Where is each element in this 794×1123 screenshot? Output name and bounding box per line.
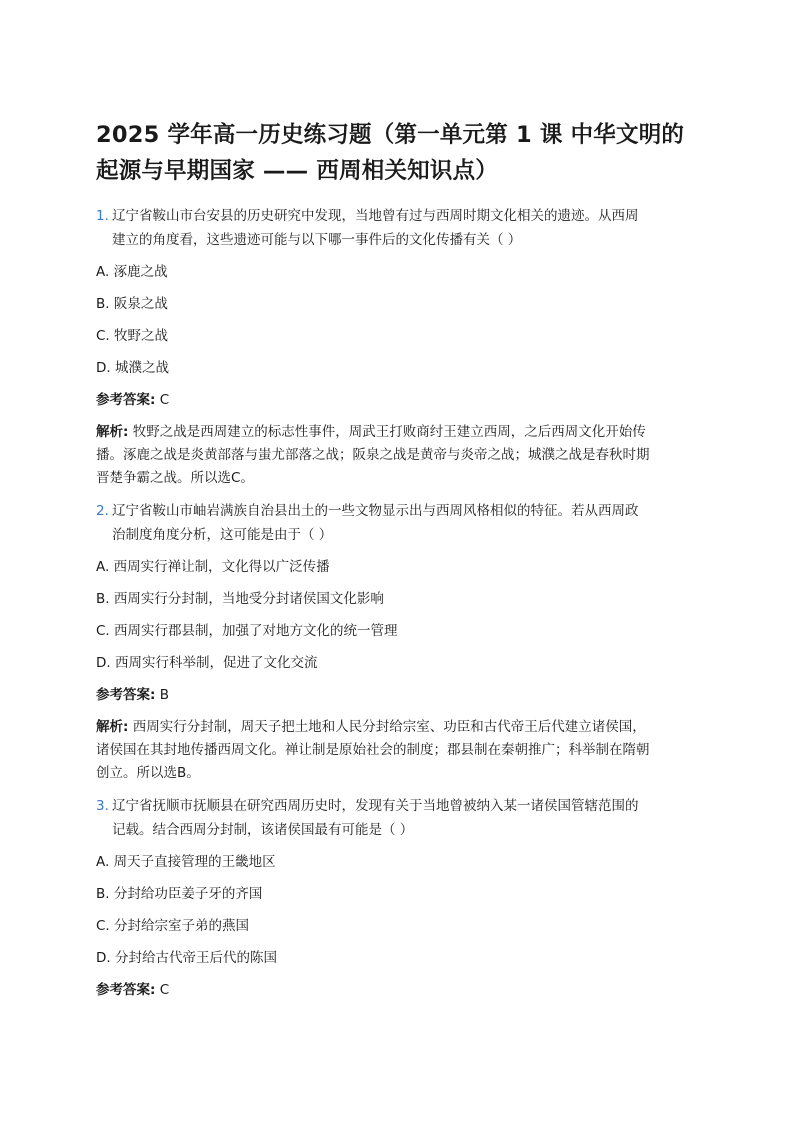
document-title-line-1: 2025 学年高一历史练习题（第一单元第 1 课 中华文明的 xyxy=(96,122,685,148)
answer-label: 参考答案: xyxy=(96,982,156,998)
answer-label: 参考答案: xyxy=(96,687,156,703)
question-3-option-a: A. 周天子直接管理的王畿地区 xyxy=(96,854,276,870)
question-3-option-b: B. 分封给功臣姜子牙的齐国 xyxy=(96,886,263,902)
question-2-continuation: 治制度角度分析，这可能是由于（ ） xyxy=(112,527,333,543)
question-text: 辽宁省鞍山市台安县的历史研究中发现，当地曾有过与西周时期文化相关的遗迹。从西周 xyxy=(112,208,639,224)
analysis-text: 西周实行分封制，周天子把土地和人民分封给宗室、功臣和古代帝王后代建立诸侯国， xyxy=(128,719,646,735)
question-2 xyxy=(96,501,639,521)
question-1-option-a: A. 涿鹿之战 xyxy=(96,264,168,280)
question-1-analysis xyxy=(96,422,646,442)
question-1-continuation: 建立的角度看，这些遗迹可能与以下哪一事件后的文化传播有关（ ） xyxy=(112,232,522,248)
question-2-analysis xyxy=(96,717,646,737)
question-1-option-b: B. 阪泉之战 xyxy=(96,296,168,312)
question-1-option-d: D. 城濮之战 xyxy=(96,360,169,376)
question-2-option-b: B. 西周实行分封制，当地受分封诸侯国文化影响 xyxy=(96,591,384,607)
question-2-option-a: A. 西周实行禅让制，文化得以广泛传播 xyxy=(96,559,330,575)
answer-value: C xyxy=(155,392,170,408)
question-text: 辽宁省鞍山市岫岩满族自治县出土的一些文物显示出与西周风格相似的特征。若从西周政 xyxy=(112,503,639,519)
question-1 xyxy=(96,206,639,226)
question-1-option-c: C. 牧野之战 xyxy=(96,328,169,344)
analysis-label: 解析: xyxy=(96,424,129,440)
answer-value: C xyxy=(155,982,170,998)
question-2-analysis-line-3: 创立。所以选B。 xyxy=(96,765,200,781)
question-1-analysis-line-2: 播。涿鹿之战是炎黄部落与蚩尤部落之战；阪泉之战是黄帝与炎帝之战；城濮之战是春秋时期 xyxy=(96,447,650,463)
analysis-label: 解析: xyxy=(96,719,129,735)
analysis-text: 牧野之战是西周建立的标志性事件，周武王打败商纣王建立西周，之后西周文化开始传 xyxy=(128,424,646,440)
question-text: 辽宁省抚顺市抚顺县在研究西周历史时，发现有关于当地曾被纳入某一诸侯国管辖范围的 xyxy=(112,798,639,814)
question-3-answer xyxy=(96,980,169,1000)
question-2-answer xyxy=(96,685,169,705)
question-3-option-c: C. 分封给宗室子弟的燕国 xyxy=(96,918,250,934)
question-2-analysis-line-2: 诸侯国在其封地传播西周文化。禅让制是原始社会的制度；郡县制在秦朝推广；科举制在隋朝 xyxy=(96,742,650,758)
question-1-answer xyxy=(96,390,169,410)
question-1-analysis-line-3: 晋楚争霸之战。所以选C。 xyxy=(96,470,254,486)
question-2-option-d: D. 西周实行科举制，促进了文化交流 xyxy=(96,655,318,671)
question-3-option-d: D. 分封给古代帝王后代的陈国 xyxy=(96,950,277,966)
answer-label: 参考答案: xyxy=(96,392,156,408)
answer-value: B xyxy=(155,687,169,703)
question-number: 3. xyxy=(96,798,109,814)
question-number: 1. xyxy=(96,208,109,224)
document-title-line-2: 起源与早期国家 —— 西周相关知识点） xyxy=(96,158,498,184)
question-2-option-c: C. 西周实行郡县制，加强了对地方文化的统一管理 xyxy=(96,623,398,639)
question-number: 2. xyxy=(96,503,109,519)
question-3-continuation: 记载。结合西周分封制，该诸侯国最有可能是（ ） xyxy=(112,822,414,838)
question-3 xyxy=(96,796,639,816)
